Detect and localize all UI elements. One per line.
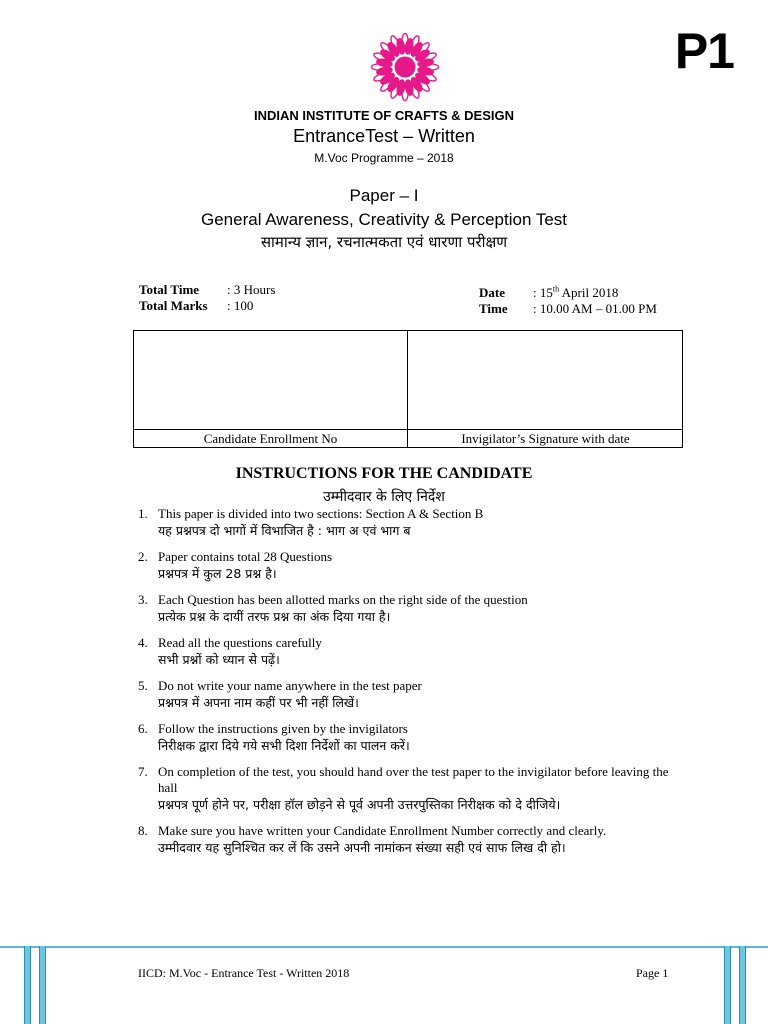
instruction-text-hi: निरीक्षक द्वारा दिये गये सभी दिशा निर्देशों का पालन करें। bbox=[158, 738, 410, 753]
time-value: : 10.00 AM – 01.00 PM bbox=[533, 301, 657, 317]
paper-name: General Awareness, Creativity & Perception Test bbox=[201, 210, 567, 229]
instruction-text-hi: प्रश्नपत्र में अपना नाम कहीं पर भी नहीं लिखें। bbox=[158, 695, 359, 710]
date-suffix-sup: th bbox=[552, 285, 560, 294]
instruction-item bbox=[138, 549, 678, 583]
total-time-row bbox=[139, 282, 275, 298]
total-marks-label: Total Marks bbox=[139, 298, 208, 313]
paper-name-hindi: सामान्य ज्ञान, रचनात्मकता एवं धारणा परीक्षण bbox=[260, 233, 508, 251]
instruction-item bbox=[138, 721, 678, 755]
instruction-item bbox=[138, 823, 678, 857]
enrollment-no-label: Candidate Enrollment No bbox=[203, 431, 338, 446]
instruction-number: 5. bbox=[138, 678, 148, 693]
total-marks-row bbox=[139, 298, 275, 314]
date-label: Date bbox=[479, 285, 505, 301]
total-marks-value: : 100 bbox=[227, 298, 254, 313]
date-month-year: April 2018 bbox=[559, 285, 619, 301]
instruction-number: 8. bbox=[138, 823, 148, 838]
footer-post-decoration bbox=[724, 946, 731, 1024]
instruction-text-en: Do not write your name anywhere in the test paper bbox=[158, 678, 422, 693]
instruction-number: 4. bbox=[138, 635, 148, 650]
date-row bbox=[479, 282, 657, 301]
exam-title: EntranceTest – Written bbox=[293, 126, 475, 146]
instruction-text-hi: प्रत्येक प्रश्न के दायीं तरफ प्रश्न का अंक दिया गया है। bbox=[158, 609, 391, 624]
instruction-text-en: This paper is divided into two sections: Section A & Section B bbox=[158, 506, 484, 521]
date-day: : 15 bbox=[533, 285, 553, 301]
programme-name: M.Voc Programme – 2018 bbox=[314, 151, 454, 165]
instruction-item bbox=[138, 506, 678, 540]
invigilator-signature-label: Invigilator’s Signature with date bbox=[461, 431, 630, 446]
instruction-item bbox=[138, 678, 678, 712]
instruction-text-hi: प्रश्नपत्र पूर्ण होने पर, परीक्षा हॉल छोड़ने से पूर्व अपनी उत्तरपुस्तिका निरीक्षक को दे दीजिये। bbox=[158, 797, 561, 812]
instruction-text-hi: सभी प्रश्नों को ध्यान से पढ़ें। bbox=[158, 652, 280, 667]
instruction-text-hi: यह प्रश्नपत्र दो भागों में विभाजित है : भाग अ एवं भाग ब bbox=[158, 523, 411, 538]
instruction-number: 6. bbox=[138, 721, 148, 736]
instruction-item bbox=[138, 592, 678, 626]
time-row bbox=[479, 301, 657, 317]
instruction-text-hi: प्रश्नपत्र में कुल 28 प्रश्न है। bbox=[158, 566, 277, 581]
instruction-item bbox=[138, 635, 678, 669]
instruction-text-hi: उम्मीदवार यह सुनिश्चित कर लें कि उसने अपनी नामांकन संख्या सही एवं साफ लिख दी हो। bbox=[158, 840, 566, 855]
total-time-value: : 3 Hours bbox=[227, 282, 276, 297]
footer-post-decoration bbox=[739, 946, 746, 1024]
footer-document-title: IICD: M.Voc - Entrance Test - Written 2018 bbox=[138, 966, 350, 980]
footer-post-decoration bbox=[24, 946, 31, 1024]
total-time-label: Total Time bbox=[139, 282, 200, 297]
institute-name: INDIAN INSTITUTE OF CRAFTS & DESIGN bbox=[254, 108, 514, 123]
instructions-title: INSTRUCTIONS FOR THE CANDIDATE bbox=[235, 465, 533, 482]
paper-code: P1 bbox=[674, 23, 734, 79]
date-value bbox=[533, 285, 618, 300]
flower-logo-icon bbox=[370, 32, 440, 102]
instruction-text-en: Each Question has been allotted marks on the right side of the question bbox=[158, 592, 528, 607]
instruction-text-en: Read all the questions carefully bbox=[158, 635, 322, 650]
footer-post-decoration bbox=[39, 946, 46, 1024]
instruction-text-en: On completion of the test, you should hand over the test paper to the invigilator before leaving the hall bbox=[158, 764, 669, 795]
instruction-text-en: Follow the instructions given by the invigilators bbox=[158, 721, 408, 736]
instruction-number: 3. bbox=[138, 592, 148, 607]
instruction-number: 7. bbox=[138, 764, 148, 779]
page-number: Page 1 bbox=[636, 966, 669, 980]
enrollment-signature-box bbox=[133, 330, 683, 448]
instruction-number: 2. bbox=[138, 549, 148, 564]
instruction-text-en: Paper contains total 28 Questions bbox=[158, 549, 333, 564]
paper-number: Paper – I bbox=[349, 186, 419, 205]
instruction-text-en: Make sure you have written your Candidate Enrollment Number correctly and clearly. bbox=[158, 823, 607, 838]
instruction-item bbox=[138, 764, 678, 814]
exam-meta-right bbox=[479, 282, 657, 317]
instruction-number: 1. bbox=[138, 506, 148, 521]
instructions-title-hindi: उम्मीदवार के लिए निर्देश bbox=[323, 489, 445, 505]
instructions-list bbox=[138, 506, 678, 866]
exam-meta-left bbox=[139, 282, 275, 314]
time-label: Time bbox=[479, 301, 508, 317]
footer-rule bbox=[0, 946, 768, 948]
